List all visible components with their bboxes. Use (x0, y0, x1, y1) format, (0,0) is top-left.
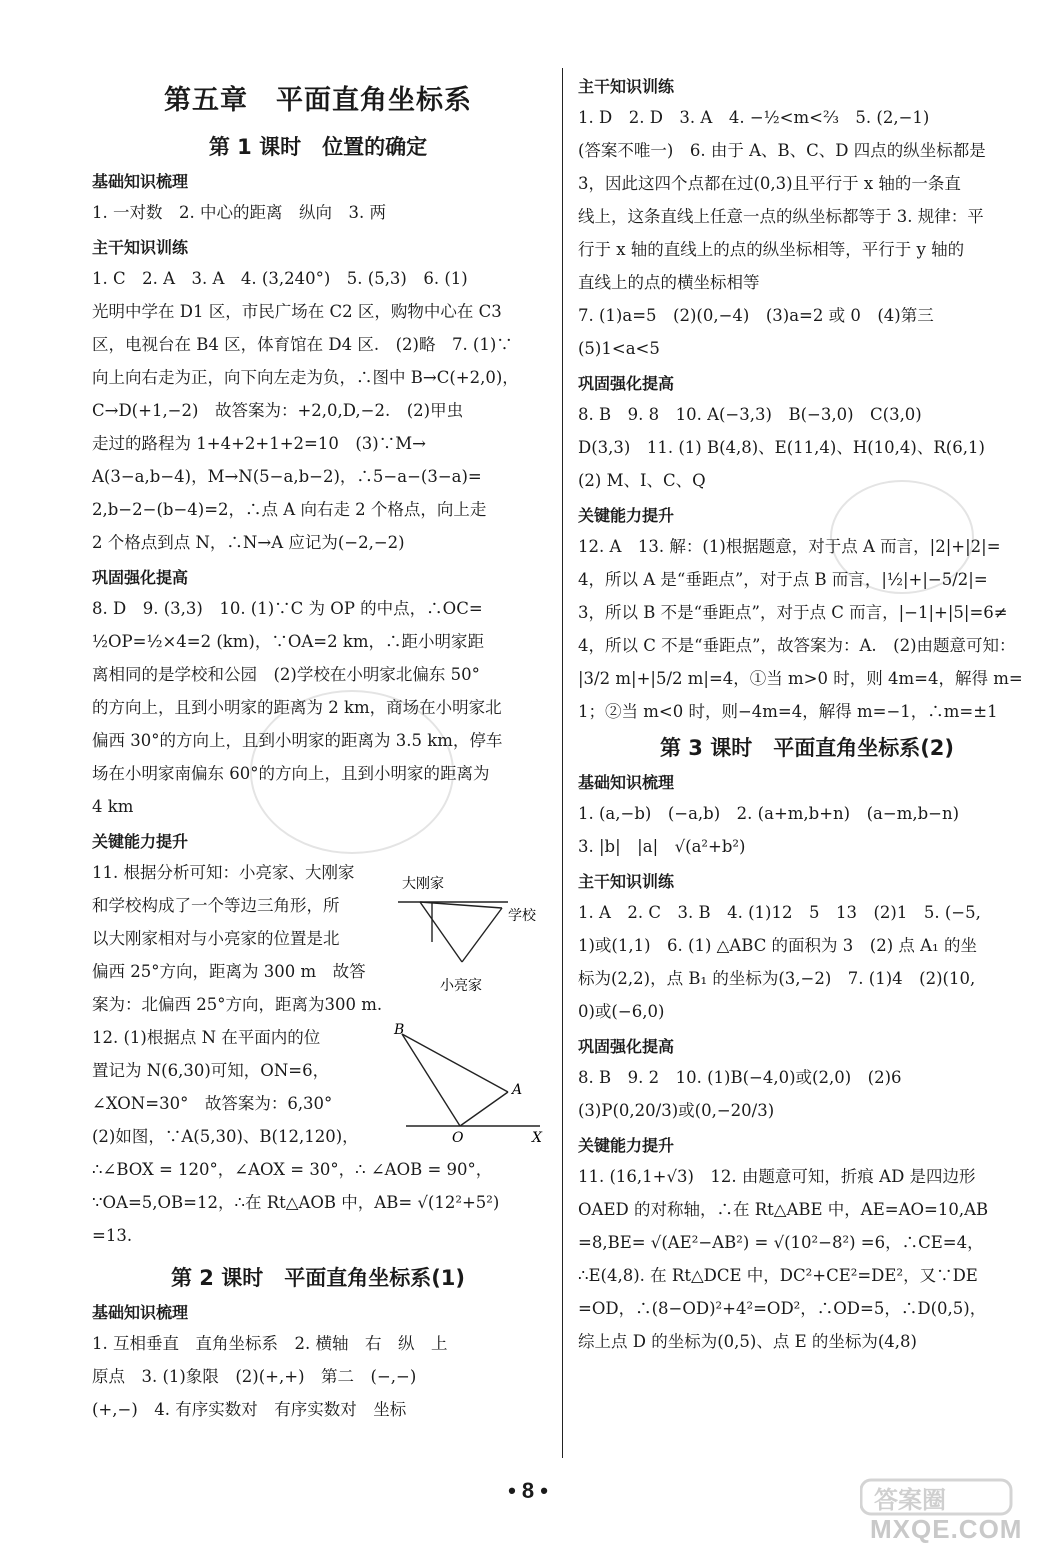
answer-line: (5)1<a<5 (578, 339, 660, 358)
label-o: O (452, 1130, 464, 1144)
watermark-logo (860, 1478, 1030, 1518)
answer-line: 11. (16,1+√3) 12. 由题意可知，折痕 AD 是四边形 (578, 1167, 976, 1186)
triangle-side (420, 902, 462, 962)
answer-line: 1；②当 m<0 时，则−4m=4，解得 m=−1，∴m=±1 (578, 702, 998, 721)
answer-line: ∵OA=5,OB=12，∴在 Rt△AOB 中，AB= √(12²+5²) (92, 1193, 500, 1212)
answer-line: 3. |b| |a| √(a²+b²) (578, 837, 746, 856)
answer-line: =8,BE= √(AE²−AB²) = √(10²−8²) =6，∴CE=4， (578, 1233, 984, 1252)
segment-ab (402, 1034, 508, 1092)
answer-line: 0)或(−6,0) (578, 1002, 665, 1021)
segment-oa (460, 1092, 508, 1126)
section-heading: 基础知识梳理 (92, 172, 189, 191)
answer-line: 1)或(1,1) 6. (1) △ABC 的面积为 3 (2) 点 A₁ 的坐 (578, 936, 977, 955)
answer-line: 1. D 2. D 3. A 4. −½<m<⅔ 5. (2,−1) (578, 108, 930, 127)
answer-line: =OD，∴(8−OD)²+4²=OD²，∴OD=5，∴D(0,5)， (578, 1299, 987, 1318)
answer-line: 标为(2,2)，点 B₁ 的坐标为(3,−2) 7. (1)4 (2)(10, (578, 969, 976, 988)
answer-line: 走过的路程为 1+4+2+1+2=10 (3)∵M→ (92, 434, 426, 453)
answer-line: 4，所以 A 是“垂距点”，对于点 B 而言，|½|+|−5/2|= (578, 570, 988, 589)
answer-line: 原点 3. (1)象限 (2)(+,+) 第二 (−,−) (92, 1367, 417, 1386)
answer-line: 1. A 2. C 3. B 4. (1)12 5 13 (2)1 5. (−5, (578, 903, 981, 922)
answer-line: 8. B 9. 8 10. A(−3,3) B(−3,0) C(3,0) (578, 405, 922, 424)
label-b: B (394, 1022, 405, 1038)
answer-line: OAED 的对称轴，∴在 Rt△ABE 中，AE=AO=10,AB (578, 1200, 989, 1219)
answer-line: 偏西 30°的方向上，且到小明家的距离为 3.5 km，停车 (92, 731, 503, 750)
figure-triangle-aob (392, 1020, 550, 1144)
answer-line: 离相同的是学校和公园 (2)学校在小明家北偏东 50° (92, 665, 480, 684)
answer-line: 以大刚家相对与小亮家的位置是北 (92, 929, 340, 948)
answer-line: 光明中学在 D1 区，市民广场在 C2 区，购物中心在 C3 (92, 302, 502, 321)
answer-line: 4 km (92, 797, 134, 816)
label-xiaoliang-home: 小亮家 (440, 978, 482, 994)
chapter-title: 第五章 平面直角坐标系 (164, 85, 472, 116)
answer-line: 线上，这条直线上任意一点的纵坐标都等于 3. 规律：平 (578, 207, 984, 226)
answer-line: 直线上的点的横坐标相等 (578, 273, 760, 292)
column-divider (562, 68, 563, 1458)
answer-line: 4，所以 C 不是“垂距点”，故答案为：A. (2)由题意可知： (578, 636, 1016, 655)
section-heading: 巩固强化提高 (578, 1037, 675, 1056)
answer-line: 7. (1)a=5 (2)(0,−4) (3)a=2 或 0 (4)第三 (578, 306, 934, 325)
answer-line: (+,−) 4. 有序实数对 有序实数对 坐标 (92, 1400, 407, 1419)
answer-line: A(3−a,b−4)，M→N(5−a,b−2)，∴5−a−(3−a)= (92, 467, 482, 486)
watermark-url: MXQE.COM (870, 1514, 1023, 1544)
answer-line: 12. A 13. 解：(1)根据题意，对于点 A 而言，|2|+|2|= (578, 537, 1001, 556)
answer-line: 向上向右走为正，向下向左走为负，∴图中 B→C(+2,0)， (92, 368, 519, 387)
answer-line: ∠XON=30° 故答案为：6,30° (92, 1094, 333, 1113)
answer-line: 2,b−2−(b−4)=2，∴点 A 向右走 2 个格点，向上走 (92, 500, 487, 519)
section-heading: 巩固强化提高 (92, 568, 189, 587)
answer-line: 8. D 9. (3,3) 10. (1)∵C 为 OP 的中点，∴OC= (92, 599, 483, 618)
left-column (92, 68, 544, 1426)
answer-line: 和学校构成了一个等边三角形，所 (92, 896, 340, 915)
svg-text:答案圈: 答案圈 (874, 1486, 946, 1514)
figure-triangle-homes (396, 872, 556, 1002)
answer-line: 1. 一对数 2. 中心的距离 纵向 3. 两 (92, 203, 386, 222)
answer-line: 场在小明家南偏东 60°的方向上，且到小明家的距离为 (92, 764, 490, 783)
answer-line: 8. B 9. 2 10. (1)B(−4,0)或(2,0) (2)6 (578, 1068, 902, 1087)
section-heading: 关键能力提升 (92, 832, 189, 851)
answer-line: 案为：北偏西 25°方向，距离为300 m. (92, 995, 383, 1014)
answer-line: 行于 x 轴的直线上的点的纵坐标相等，平行于 y 轴的 (578, 240, 965, 259)
answer-line: 11. 根据分析可知：小亮家、大刚家 (92, 863, 355, 882)
lesson-3-title: 第 3 课时 平面直角坐标系(2) (659, 736, 955, 760)
label-dagang-home: 大刚家 (402, 876, 444, 892)
answer-line: 偏西 25°方向，距离为 300 m 故答 (92, 962, 366, 981)
answer-line: 12. (1)根据点 N 在平面内的位 (92, 1028, 321, 1047)
page-number: • 8 • (508, 1478, 548, 1503)
answer-line: 3，因此这四个点都在过(0,3)且平行于 x 轴的一条直 (578, 174, 961, 193)
section-heading: 主干知识训练 (578, 872, 675, 891)
segment-ob (402, 1034, 460, 1126)
label-school: 学校 (508, 908, 536, 924)
lesson-1-title: 第 1 课时 位置的确定 (208, 135, 428, 159)
answer-line: (2)如图，∵A(5,30)、B(12,120)， (92, 1127, 359, 1146)
answer-line: ∴E(4,8). 在 Rt△DCE 中，DC²+CE²=DE²，又∵DE (578, 1266, 978, 1285)
answer-line: 1. (a,−b) (−a,b) 2. (a+m,b+n) (a−m,b−n) (578, 804, 960, 823)
section-heading: 巩固强化提高 (578, 374, 675, 393)
label-a: A (512, 1082, 523, 1098)
answer-line: =13. (92, 1226, 133, 1245)
answer-line: 区，电视台在 B4 区，体育馆在 D4 区. (2)略 7. (1)∵ (92, 335, 513, 354)
label-x: X (532, 1130, 542, 1144)
lesson-2-title: 第 2 课时 平面直角坐标系(1) (170, 1266, 466, 1290)
answer-line: D(3,3) 11. (1) B(4,8)、E(11,4)、H(10,4)、R(6,1) (578, 438, 985, 457)
answer-line: 的方向上，且到小明家的距离为 2 km，商场在小明家北 (92, 698, 502, 717)
section-heading: 基础知识梳理 (578, 773, 675, 792)
answer-line: 综上点 D 的坐标为(0,5)、点 E 的坐标为(4,8) (578, 1332, 917, 1351)
answer-line: 1. 互相垂直 直角坐标系 2. 横轴 右 纵 上 (92, 1334, 448, 1353)
right-column (578, 68, 1036, 1358)
section-heading: 关键能力提升 (578, 1136, 675, 1155)
answer-line: 置记为 N(6,30)可知，ON=6， (92, 1061, 330, 1080)
section-heading: 主干知识训练 (578, 77, 675, 96)
answer-line: (答案不唯一) 6. 由于 A、B、C、D 四点的纵坐标都是 (578, 141, 986, 160)
answer-line: (3)P(0,20/3)或(0,−20/3) (578, 1101, 775, 1120)
answer-line: 1. C 2. A 3. A 4. (3,240°) 5. (5,3) 6. (1) (92, 269, 468, 288)
section-heading: 主干知识训练 (92, 238, 189, 257)
section-heading: 关键能力提升 (578, 506, 675, 525)
answer-line: C→D(+1,−2) 故答案为：+2,0,D,−2. (2)甲虫 (92, 401, 464, 420)
answer-line: 2 个格点到点 N，∴N→A 应记为(−2,−2) (92, 533, 405, 552)
section-heading: 基础知识梳理 (92, 1303, 189, 1322)
answer-line: |3/2 m|+|5/2 m|=4，①当 m>0 时，则 4m=4，解得 m= (578, 669, 1023, 688)
triangle-side (462, 908, 502, 962)
answer-line: ∴∠BOX = 120°，∠AOX = 30°，∴ ∠AOB = 90°， (92, 1160, 493, 1179)
answer-line: 3，所以 B 不是“垂距点”，对于点 C 而言，|−1|+|5|=6≠ (578, 603, 1008, 622)
answer-line: (2) M、I、C、Q (578, 471, 706, 490)
answer-line: ½OP=½×4=2 (km)，∵OA=2 km，∴距小明家距 (92, 632, 485, 651)
